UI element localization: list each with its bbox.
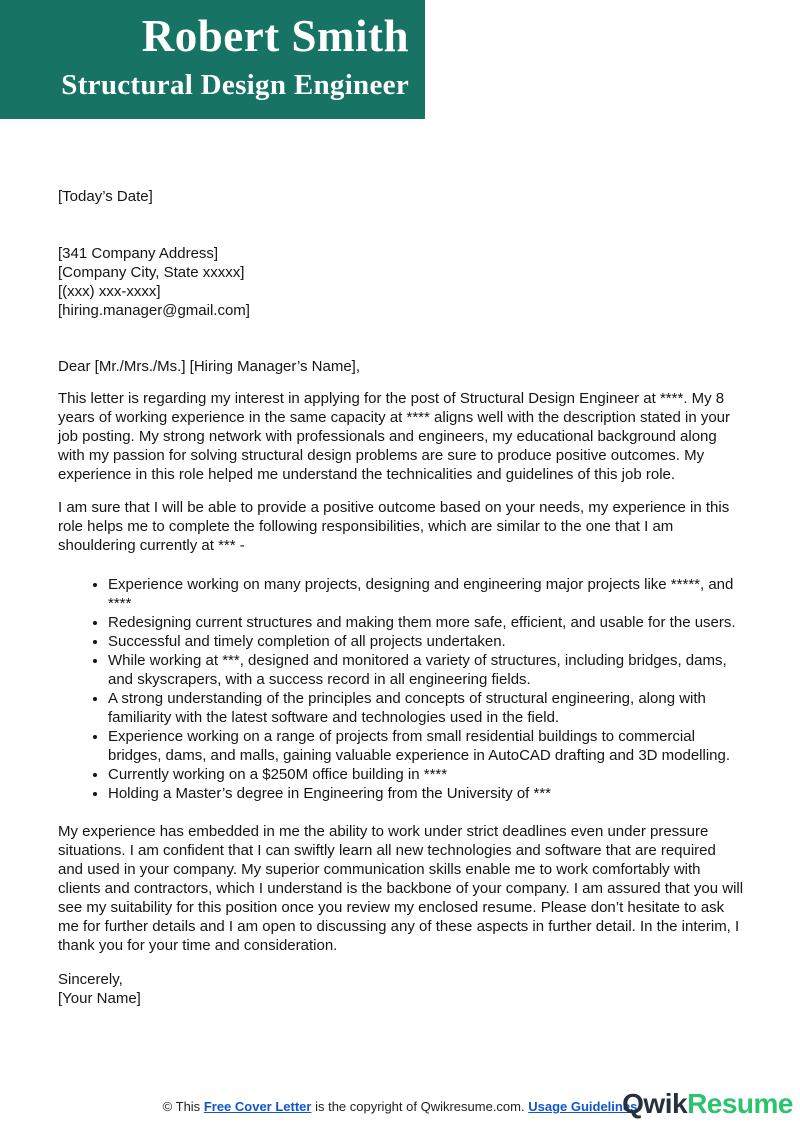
logo-resume-text: Resume <box>687 1088 793 1119</box>
recipient-address <box>58 244 745 320</box>
header-banner <box>0 0 425 119</box>
free-cover-letter-link[interactable]: Free Cover Letter <box>203 1099 312 1114</box>
letter-body <box>0 187 800 1008</box>
logo-qwik-text: Qwik <box>622 1088 688 1119</box>
qwikresume-logo <box>622 1088 793 1120</box>
signoff-block <box>58 970 745 1008</box>
date-line: [Today’s Date] <box>58 188 153 205</box>
applicant-job-title: Structural Design Engineer <box>61 69 409 102</box>
list-item: • Redesigning current structures and making them more safe, efficient, and usable for the users. <box>108 613 745 632</box>
address-line: [Company City, State xxxxx] <box>58 264 245 281</box>
footer <box>0 1086 800 1128</box>
paragraph-responsibilities-lead: I am sure that I will be able to provide a positive outcome based on your needs, my experience in this role helps me to complete the following responsibilities, which are similar to the one that I am shouldering currently at *** - <box>58 499 730 554</box>
paragraph-closing: My experience has embedded in me the ability to work under strict deadlines even under pressure situations. I am confident that I can swiftly learn all new technologies and software that are required and used in your company. My superior communication skills enable me to work comfortably with clients and contractors, which I understand is the backbone of your company. I am assured that you will see my suitability for this position once you review my enclosed resume. Please don’t hesitate to ask me for further details and I am open to discussing any of these aspects in further detail. In the interim, I thank you for your time and consideration. <box>58 823 744 954</box>
copyright-middle: is the copyright of Qwikresume.com. <box>311 1099 529 1114</box>
list-item: • Currently working on a $250M office building in **** <box>108 765 745 784</box>
usage-guidelines-link[interactable]: Usage Guidelines <box>528 1099 638 1114</box>
address-line: [(xxx) xxx-xxxx] <box>58 283 161 300</box>
list-item: • A strong understanding of the principles and concepts of structural engineering, along with familiarity with the latest software and technologies used in the field. <box>108 689 745 727</box>
paragraph-introduction: This letter is regarding my interest in applying for the post of Structural Design Engineer at ****. My 8 years of working experience in the same capacity at **** aligns well with the description stated in your job posting. My strong network with professionals and engineers, my educational background along with my passion for solving structural design problems are sure to produce positive outcomes. My experience in this role helped me understand the technicalities and guidelines of this job role. <box>58 390 731 483</box>
address-line: [hiring.manager@gmail.com] <box>58 302 250 319</box>
applicant-name: Robert Smith <box>141 11 409 61</box>
list-item: • While working at ***, designed and monitored a variety of structures, including bridges, dams, and skyscrapers, with a success record in all engineering fields. <box>108 651 745 689</box>
signoff: Sincerely, <box>58 971 123 988</box>
list-item: • Experience working on a range of projects from small residential buildings to commercial bridges, dams, and malls, gaining valuable experience in AutoCAD drafting and 3D modelling. <box>108 727 745 765</box>
responsibilities-list <box>58 575 745 803</box>
list-item: • Holding a Master’s degree in Engineering from the University of *** <box>108 784 745 803</box>
copyright-prefix: © This <box>162 1099 204 1114</box>
list-item: • Experience working on many projects, designing and engineering major projects like *****, and **** <box>108 575 745 613</box>
address-line: [341 Company Address] <box>58 245 219 262</box>
list-item: • Successful and timely completion of all projects undertaken. <box>108 632 745 651</box>
salutation: Dear [Mr./Mrs./Ms.] [Hiring Manager’s Name], <box>58 358 361 375</box>
signature-name: [Your Name] <box>58 990 141 1007</box>
